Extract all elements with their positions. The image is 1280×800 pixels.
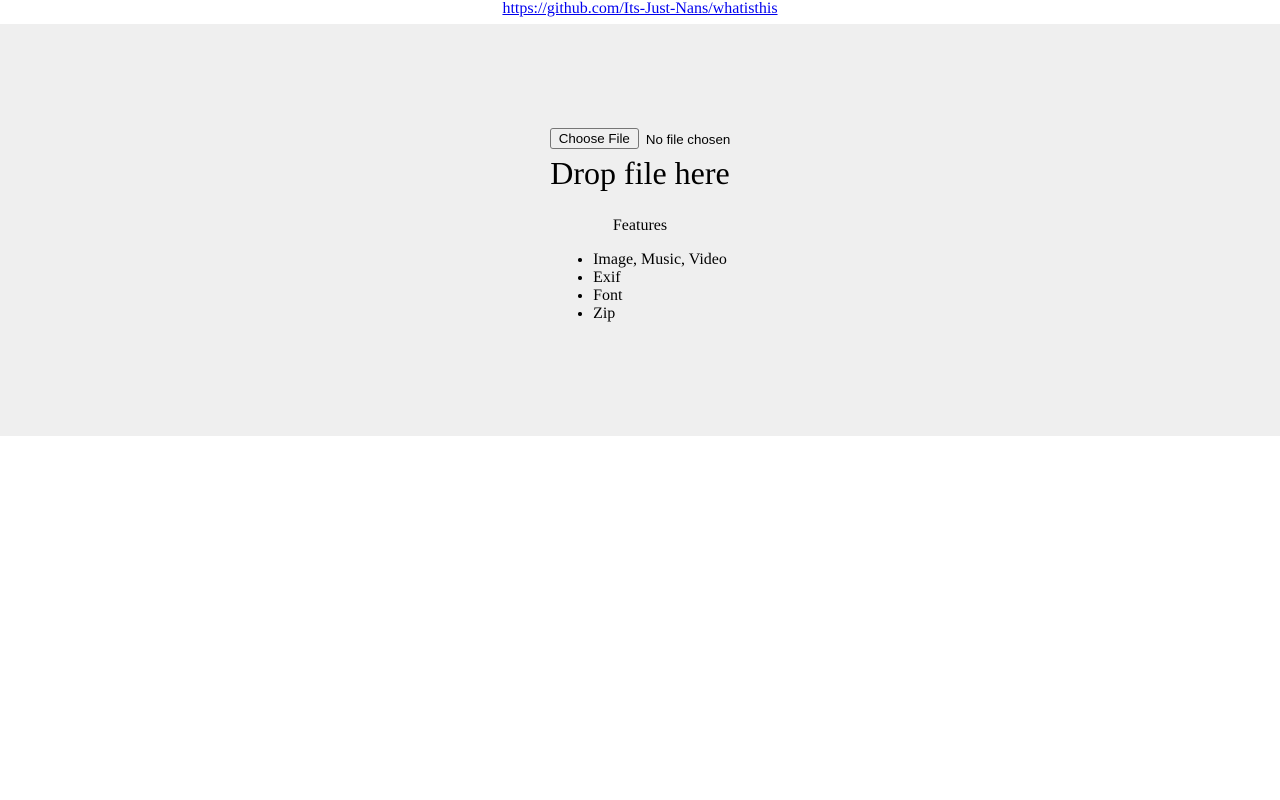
file-input[interactable] [550,128,731,149]
file-chosen-status: No file chosen [645,131,731,147]
drop-file-here-title: Drop file here [550,155,730,191]
list-item: • Image, Music, Video [593,251,727,269]
file-dropzone[interactable] [0,24,1280,436]
dropzone-content [0,24,1280,323]
repo-link-bar [0,0,1280,24]
features-wrap [0,235,1280,323]
page-bottom-empty-area [0,436,1280,800]
features-list [553,251,727,323]
list-item: • Zip [593,305,727,323]
features-heading: Features [612,217,668,234]
list-item: • Exif [593,269,727,287]
github-repo-link[interactable]: https://github.com/Its-Just-Nans/whatisthis [502,0,778,17]
file-input-row [0,128,1280,149]
choose-file-button[interactable]: Choose File [550,128,639,149]
list-item: • Font [593,287,727,305]
